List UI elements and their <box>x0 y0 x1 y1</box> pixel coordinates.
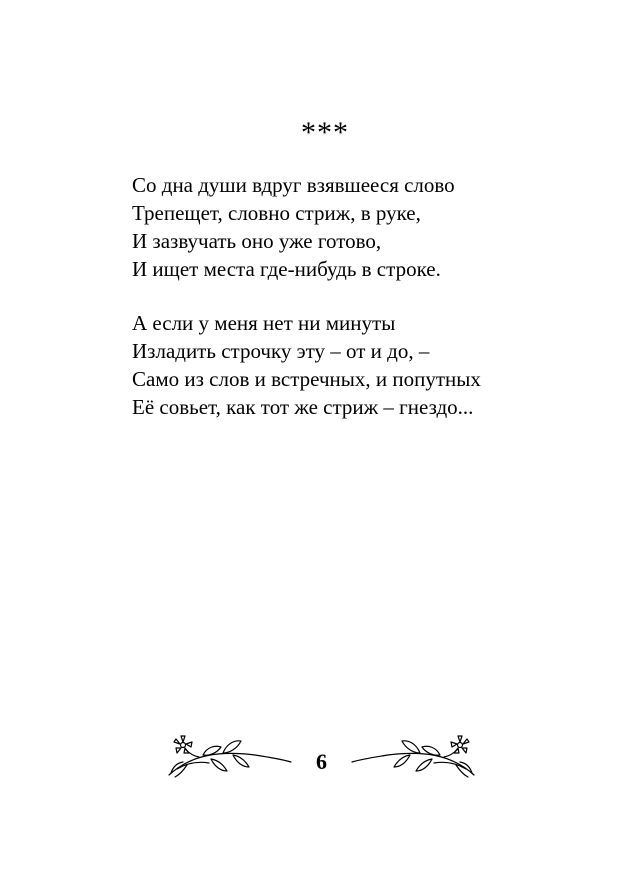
poem-line: Само из слов и встречных, и попутных <box>132 367 481 391</box>
poem-line: И ищет места где-нибудь в строке. <box>132 257 441 281</box>
poem-line: Со дна души вдруг взявшееся слово <box>132 173 455 197</box>
poem-line: А если у меня нет ни минуты <box>132 311 396 335</box>
poem-line: И зазвучать оно уже готово, <box>132 229 382 253</box>
stanza-1 <box>132 171 455 283</box>
page-footer <box>0 725 621 785</box>
floral-branch-icon <box>350 729 480 781</box>
poem-line: Изладить строчку эту – от и до, – <box>132 339 430 363</box>
poem-heading: *** <box>301 116 349 149</box>
poem-line: Трепещет, словно стриж, в руке, <box>132 201 421 225</box>
stanza-2 <box>132 309 481 421</box>
page-number: 6 <box>316 749 327 774</box>
poem-line: Её совьет, как тот же стриж – гнездо... <box>132 395 474 419</box>
floral-branch-icon <box>163 729 293 781</box>
